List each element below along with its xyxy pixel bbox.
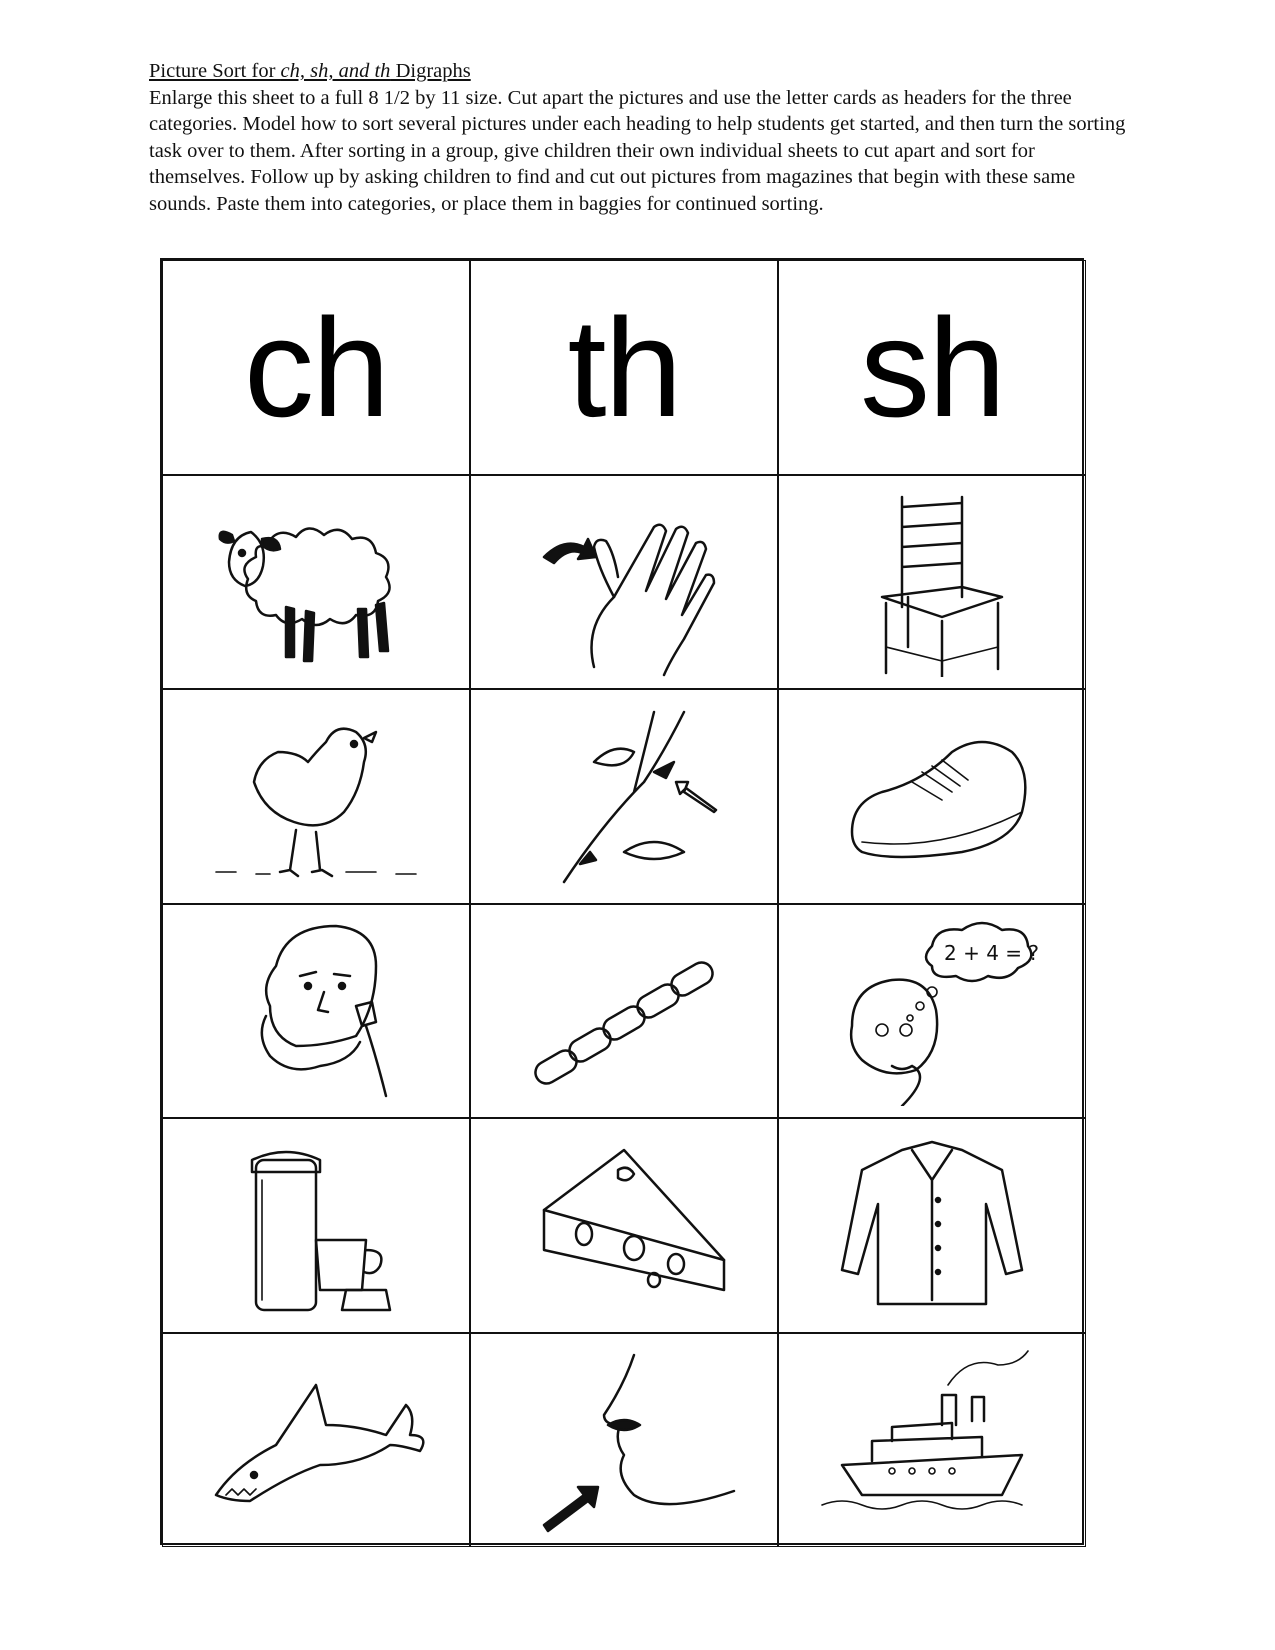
page-title: Picture Sort for ch, sh, and th Digraphs [149,60,471,82]
picture-card-thumb[interactable] [470,475,778,689]
instructions-block [149,58,1129,217]
think-bubble-text: 2 + 4 = ? [944,940,1040,965]
chick-icon [196,702,436,892]
chair-icon [812,487,1052,677]
picture-card-shark[interactable] [162,1333,470,1547]
picture-card-shirt[interactable] [778,1118,1086,1332]
cheese-icon [504,1130,744,1320]
letter-card-sh[interactable]: sh [778,260,1086,475]
picture-card-shoe[interactable] [778,689,1086,903]
picture-card-thermos[interactable] [162,1118,470,1332]
picture-card-shave[interactable] [162,904,470,1118]
picture-card-thorn[interactable] [470,689,778,903]
picture-sort-grid [160,258,1084,1545]
letter-card-ch[interactable]: ch [162,260,470,475]
chain-icon [504,916,744,1106]
picture-card-sheep[interactable] [162,475,470,689]
picture-card-cheese[interactable] [470,1118,778,1332]
picture-card-chain[interactable] [470,904,778,1118]
picture-card-think[interactable] [778,904,1086,1118]
instructions-text: Enlarge this sheet to a full 8 1/2 by 11 size. Cut apart the pictures and use the letter cards as headers for the three categories. Model how to sort several pictures under each heading to help students get started, and then turn the sorting task over to them. After sorting in a group, give children their own individual sheets to cut apart and sort for themselves. Follow up by asking children to find and cut out pictures from magazines that begin with these same sounds. Paste them into categories, or place them in baggies for continued sorting. [149,86,1126,215]
picture-card-chick[interactable] [162,689,470,903]
chin-icon [504,1345,744,1535]
shave-icon [196,916,436,1106]
thumb-icon [504,487,744,677]
think-icon [812,916,1052,1106]
picture-card-chair[interactable] [778,475,1086,689]
letter-card-th[interactable]: th [470,260,778,475]
picture-card-ship[interactable] [778,1333,1086,1547]
sheep-icon [196,487,436,677]
thorn-icon [504,702,744,892]
shoe-icon [812,702,1052,892]
picture-card-chin[interactable] [470,1333,778,1547]
thermos-icon [196,1130,436,1320]
shirt-icon [812,1130,1052,1320]
shark-icon [196,1345,436,1535]
ship-icon [812,1345,1052,1535]
